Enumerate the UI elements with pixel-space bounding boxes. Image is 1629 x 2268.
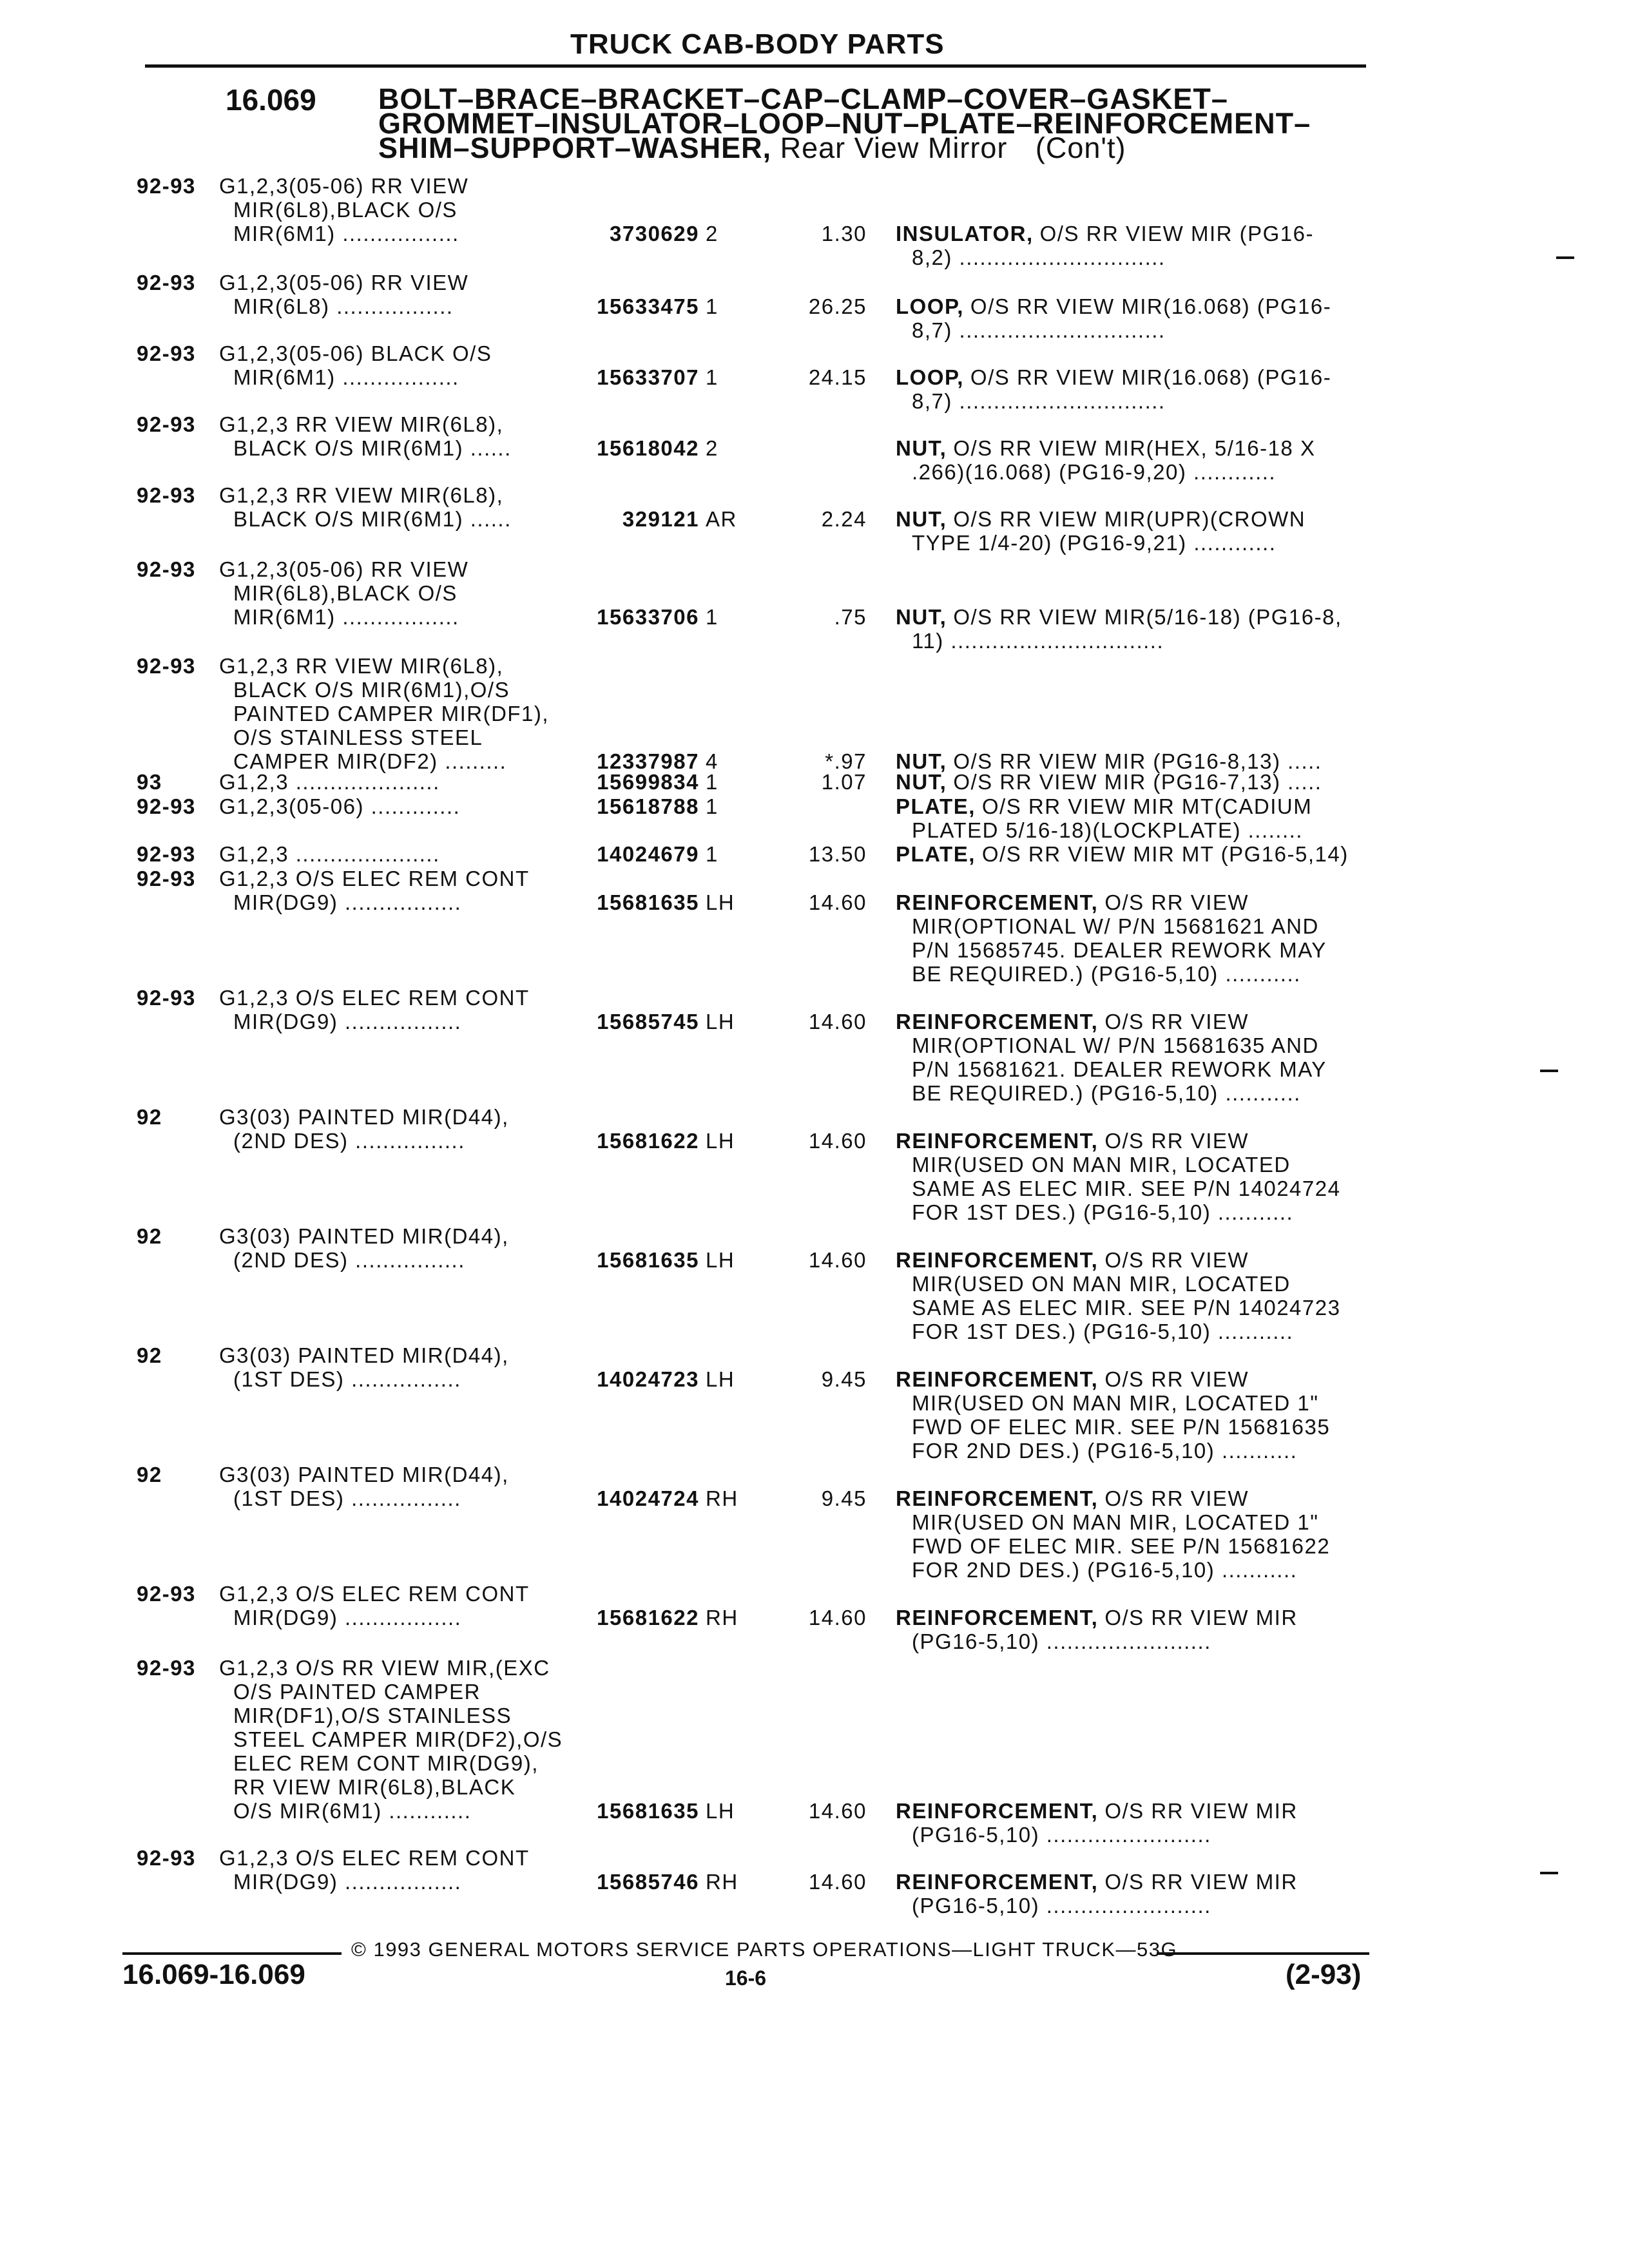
part-name-detail: O/S RR VIEW MIR (PG16-8,13) .....	[953, 749, 1322, 773]
header-rule	[145, 64, 1366, 68]
footer-page-number: 16-6	[725, 1966, 767, 1990]
model-years: 92-93	[137, 867, 196, 890]
part-name-line	[896, 842, 1349, 866]
part-name-line	[896, 507, 1306, 531]
model-years: 92	[137, 1463, 162, 1486]
part-name-line	[896, 294, 1331, 318]
quantity: 1	[706, 770, 718, 794]
part-name-line	[896, 222, 1314, 245]
part-name-line: SAME AS ELEC MIR. SEE P/N 14024723	[912, 1296, 1341, 1320]
part-name-detail: O/S RR VIEW MIR (PG16-	[1039, 222, 1314, 245]
price: 14.60	[808, 1129, 867, 1153]
part-number: 15685746	[597, 1870, 699, 1894]
part-name-detail: O/S RR VIEW MIR(16.068) (PG16-	[970, 365, 1332, 389]
quantity: RH	[706, 1870, 738, 1894]
usage-description-line: O/S STAINLESS STEEL	[233, 726, 483, 749]
usage-description-line: O/S MIR(6M1) ............	[233, 1799, 472, 1823]
part-name-detail: O/S RR VIEW MIR (PG16-7,13) .....	[953, 770, 1322, 794]
usage-description-line: G3(03) PAINTED MIR(D44),	[219, 1343, 509, 1367]
section-title-line-1: BOLT–BRACE–BRACKET–CAP–CLAMP–COVER–GASKET–	[378, 82, 1228, 115]
part-number: 15633475	[597, 294, 699, 318]
part-number: 3730629	[610, 222, 699, 245]
usage-description-line: STEEL CAMPER MIR(DF2),O/S	[233, 1727, 563, 1751]
usage-description-line: BLACK O/S MIR(6M1) ......	[233, 507, 512, 531]
part-name-line: 8,2) ..............................	[912, 245, 1166, 269]
usage-description-line: PAINTED CAMPER MIR(DF1),	[233, 702, 550, 726]
footer-rule-right	[1157, 1952, 1369, 1955]
part-name-line: TYPE 1/4-20) (PG16-9,21) ............	[912, 531, 1277, 555]
usage-description-line: O/S PAINTED CAMPER	[233, 1680, 481, 1704]
quantity: 2	[706, 222, 718, 245]
usage-description-line: MIR(DF1),O/S STAINLESS	[233, 1704, 512, 1727]
usage-description-line: G1,2,3 O/S RR VIEW MIR,(EXC	[219, 1656, 550, 1680]
price: 26.25	[808, 294, 867, 318]
part-name-line: (PG16-5,10) ........................	[912, 1823, 1211, 1847]
usage-description-line: (1ST DES) ................	[233, 1367, 461, 1391]
part-name-line	[896, 1367, 1249, 1391]
usage-description-line: BLACK O/S MIR(6M1) ......	[233, 436, 512, 460]
model-years: 92-93	[137, 341, 196, 365]
model-years: 92-93	[137, 794, 196, 818]
quantity: AR	[706, 507, 737, 531]
part-name-line: FOR 1ST DES.) (PG16-5,10) ...........	[912, 1200, 1294, 1224]
usage-description-line: G3(03) PAINTED MIR(D44),	[219, 1463, 509, 1486]
part-name-detail: O/S RR VIEW MIR	[1104, 1606, 1298, 1629]
part-number: 15681635	[597, 1799, 699, 1823]
model-years: 92	[137, 1224, 162, 1248]
section-title-cont: (Con't)	[1035, 131, 1126, 164]
part-name-line: (PG16-5,10) ........................	[912, 1894, 1211, 1917]
quantity: RH	[706, 1606, 738, 1629]
usage-description-line: RR VIEW MIR(6L8),BLACK	[233, 1775, 516, 1799]
part-number: 14024679	[597, 842, 699, 866]
part-name-detail: O/S RR VIEW MIR MT(CADIUM	[981, 794, 1313, 818]
quantity: RH	[706, 1486, 738, 1510]
part-number: 15681635	[597, 890, 699, 914]
footer-copyright: © 1993 GENERAL MOTORS SERVICE PARTS OPERATIONS—LIGHT TRUCK—53G	[351, 1938, 1178, 1961]
part-name-line: .266)(16.068) (PG16-9,20) ............	[912, 460, 1277, 484]
section-title-line-2: GROMMET–INSULATOR–LOOP–NUT–PLATE–REINFORCEMENT–	[378, 107, 1311, 140]
part-name-detail: O/S RR VIEW	[1104, 890, 1249, 914]
part-name-keyword: LOOP,	[896, 365, 964, 389]
part-name-line	[896, 1606, 1298, 1629]
part-number: 15685745	[597, 1010, 699, 1033]
quantity: 1	[706, 294, 718, 318]
part-name-keyword: NUT,	[896, 749, 947, 773]
quantity: 1	[706, 605, 718, 629]
usage-description-line: MIR(6L8),BLACK O/S	[233, 581, 458, 605]
price: 2.24	[821, 507, 867, 531]
quantity: 1	[706, 794, 718, 818]
part-name-line	[896, 794, 1312, 818]
part-name-line: P/N 15681621. DEALER REWORK MAY	[912, 1057, 1327, 1081]
part-name-line: 8,7) ..............................	[912, 389, 1166, 413]
usage-description-line: MIR(6M1) .................	[233, 222, 459, 245]
usage-description-line: G1,2,3 .....................	[219, 770, 440, 794]
part-name-keyword: NUT,	[896, 770, 947, 794]
usage-description-line: G1,2,3 .....................	[219, 842, 440, 866]
part-name-line: MIR(USED ON MAN MIR, LOCATED	[912, 1272, 1291, 1296]
part-name-line	[896, 1010, 1249, 1033]
part-name-keyword: REINFORCEMENT,	[896, 1486, 1099, 1510]
usage-description-line: ELEC REM CONT MIR(DG9),	[233, 1751, 539, 1775]
usage-description-line: MIR(DG9) .................	[233, 1010, 462, 1033]
model-years: 92-93	[137, 986, 196, 1010]
part-name-detail: O/S RR VIEW MIR MT (PG16-5,14)	[981, 842, 1349, 866]
model-years: 92-93	[137, 557, 196, 581]
price: 14.60	[808, 1010, 867, 1033]
usage-description-line: G1,2,3(05-06) RR VIEW	[219, 174, 469, 198]
model-years: 92-93	[137, 271, 196, 294]
section-title-tail: Rear View Mirror	[780, 131, 1008, 164]
part-name-keyword: PLATE,	[896, 842, 976, 866]
part-number: 15618788	[597, 794, 699, 818]
part-name-detail: O/S RR VIEW MIR(UPR)(CROWN	[953, 507, 1306, 531]
margin-tick	[1540, 1872, 1558, 1874]
model-years: 92-93	[137, 412, 196, 436]
usage-description-line: (1ST DES) ................	[233, 1486, 461, 1510]
part-name-line	[896, 890, 1249, 914]
usage-description-line: (2ND DES) ................	[233, 1129, 465, 1153]
model-years: 92-93	[137, 174, 196, 198]
usage-description-line: G1,2,3 RR VIEW MIR(6L8),	[219, 654, 504, 678]
part-name-keyword: REINFORCEMENT,	[896, 1248, 1099, 1272]
part-name-line	[896, 436, 1315, 460]
part-name-keyword: REINFORCEMENT,	[896, 1870, 1099, 1894]
price: *.97	[825, 749, 867, 773]
usage-description-line: MIR(DG9) .................	[233, 890, 462, 914]
usage-description-line: G1,2,3 O/S ELEC REM CONT	[219, 1582, 530, 1606]
part-number: 15681622	[597, 1606, 699, 1629]
part-name-line: FOR 1ST DES.) (PG16-5,10) ...........	[912, 1320, 1294, 1343]
model-years: 92	[137, 1343, 162, 1367]
footer-section-range: 16.069-16.069	[122, 1959, 305, 1990]
part-name-line: (PG16-5,10) ........................	[912, 1629, 1211, 1653]
quantity: 2	[706, 436, 718, 460]
quantity: LH	[706, 1010, 735, 1033]
part-name-detail: O/S RR VIEW MIR(5/16-18) (PG16-8,	[953, 605, 1342, 629]
part-number: 15681622	[597, 1129, 699, 1153]
part-name-line: PLATED 5/16-18)(LOCKPLATE) ........	[912, 818, 1303, 842]
model-years: 92-93	[137, 654, 196, 678]
usage-description-line: (2ND DES) ................	[233, 1248, 465, 1272]
model-years: 92-93	[137, 1582, 196, 1606]
quantity: 1	[706, 842, 718, 866]
part-name-keyword: REINFORCEMENT,	[896, 890, 1099, 914]
part-name-detail: O/S RR VIEW MIR(16.068) (PG16-	[970, 294, 1332, 318]
part-name-keyword: REINFORCEMENT,	[896, 1606, 1099, 1629]
margin-tick	[1556, 256, 1574, 259]
part-name-keyword: NUT,	[896, 507, 947, 531]
price: 14.60	[808, 1799, 867, 1823]
part-number: 15618042	[597, 436, 699, 460]
part-name-line: MIR(OPTIONAL W/ P/N 15681621 AND	[912, 914, 1319, 938]
part-name-line: FWD OF ELEC MIR. SEE P/N 15681622	[912, 1534, 1331, 1558]
price: 13.50	[808, 842, 867, 866]
part-number: 15633707	[597, 365, 699, 389]
usage-description-line: G1,2,3(05-06) .............	[219, 794, 461, 818]
model-years: 92-93	[137, 1846, 196, 1870]
part-name-keyword: NUT,	[896, 605, 947, 629]
part-name-keyword: INSULATOR,	[896, 222, 1034, 245]
part-name-detail: O/S RR VIEW MIR	[1104, 1870, 1298, 1894]
usage-description-line: G1,2,3 RR VIEW MIR(6L8),	[219, 412, 504, 436]
price: 1.07	[821, 770, 867, 794]
price: 14.60	[808, 890, 867, 914]
price: 14.60	[808, 1248, 867, 1272]
quantity: LH	[706, 1367, 735, 1391]
usage-description-line: G3(03) PAINTED MIR(D44),	[219, 1105, 509, 1129]
usage-description-line: MIR(6M1) .................	[233, 365, 459, 389]
part-name-detail: O/S RR VIEW	[1104, 1367, 1249, 1391]
usage-description-line: G1,2,3(05-06) BLACK O/S	[219, 341, 492, 365]
usage-description-line: MIR(6L8),BLACK O/S	[233, 198, 458, 222]
usage-description-line: MIR(DG9) .................	[233, 1606, 462, 1629]
usage-description-line: MIR(6L8) .................	[233, 294, 454, 318]
part-name-line: MIR(USED ON MAN MIR, LOCATED 1"	[912, 1510, 1319, 1534]
part-number: 14024724	[597, 1486, 699, 1510]
price: 14.60	[808, 1606, 867, 1629]
part-name-detail: O/S RR VIEW MIR	[1104, 1799, 1298, 1823]
part-name-keyword: NUT,	[896, 436, 947, 460]
price: 1.30	[821, 222, 867, 245]
section-number: 16.069	[226, 83, 316, 117]
part-name-line: FOR 2ND DES.) (PG16-5,10) ...........	[912, 1558, 1298, 1582]
usage-description-line: G1,2,3 O/S ELEC REM CONT	[219, 986, 530, 1010]
model-years: 92	[137, 1105, 162, 1129]
price: 9.45	[821, 1367, 867, 1391]
quantity: LH	[706, 1129, 735, 1153]
footer-revision-date: (2-93)	[1286, 1959, 1362, 1990]
part-name-line	[896, 1129, 1249, 1153]
part-name-line: FOR 2ND DES.) (PG16-5,10) ...........	[912, 1439, 1298, 1463]
part-name-keyword: REINFORCEMENT,	[896, 1129, 1099, 1153]
usage-description-line: G1,2,3 O/S ELEC REM CONT	[219, 867, 530, 890]
page-header-title: TRUCK CAB-BODY PARTS	[570, 28, 945, 60]
usage-description-line: MIR(6M1) .................	[233, 605, 459, 629]
usage-description-line: G1,2,3(05-06) RR VIEW	[219, 557, 469, 581]
usage-description-line: BLACK O/S MIR(6M1),O/S	[233, 678, 510, 702]
usage-description-line: G1,2,3 RR VIEW MIR(6L8),	[219, 483, 504, 507]
part-name-detail: O/S RR VIEW	[1104, 1129, 1249, 1153]
part-number: 15633706	[597, 605, 699, 629]
part-name-keyword: REINFORCEMENT,	[896, 1010, 1099, 1033]
quantity: 1	[706, 365, 718, 389]
margin-tick	[1540, 1070, 1558, 1072]
quantity: LH	[706, 890, 735, 914]
model-years: 92-93	[137, 483, 196, 507]
part-name-line	[896, 605, 1342, 629]
quantity: LH	[706, 1248, 735, 1272]
part-number: 12337987	[597, 749, 699, 773]
model-years: 93	[137, 770, 162, 794]
part-number: 329121	[622, 507, 699, 531]
model-years: 92-93	[137, 1656, 196, 1680]
part-name-detail: O/S RR VIEW MIR(HEX, 5/16-18 X	[953, 436, 1316, 460]
part-name-line: MIR(USED ON MAN MIR, LOCATED 1"	[912, 1391, 1319, 1415]
footer-rule-left	[122, 1952, 342, 1955]
usage-description-line: MIR(DG9) .................	[233, 1870, 462, 1894]
part-name-line	[896, 1799, 1298, 1823]
usage-description-line: G1,2,3 O/S ELEC REM CONT	[219, 1846, 530, 1870]
part-name-line: P/N 15685745. DEALER REWORK MAY	[912, 938, 1327, 962]
part-name-keyword: LOOP,	[896, 294, 964, 318]
part-name-detail: O/S RR VIEW	[1104, 1486, 1249, 1510]
part-name-line: 8,7) ..............................	[912, 318, 1166, 342]
part-name-line	[896, 1248, 1249, 1272]
part-name-line: MIR(USED ON MAN MIR, LOCATED	[912, 1153, 1291, 1177]
part-name-line: BE REQUIRED.) (PG16-5,10) ...........	[912, 1081, 1301, 1105]
price: 9.45	[821, 1486, 867, 1510]
part-number: 15699834	[597, 770, 699, 794]
part-name-line: MIR(OPTIONAL W/ P/N 15681635 AND	[912, 1033, 1319, 1057]
part-name-line: 11) ...............................	[912, 629, 1164, 653]
part-name-detail: O/S RR VIEW	[1104, 1248, 1249, 1272]
usage-description-line: G1,2,3(05-06) RR VIEW	[219, 271, 469, 294]
part-name-keyword: REINFORCEMENT,	[896, 1799, 1099, 1823]
usage-description-line: G3(03) PAINTED MIR(D44),	[219, 1224, 509, 1248]
quantity: LH	[706, 1799, 735, 1823]
part-name-line: SAME AS ELEC MIR. SEE P/N 14024724	[912, 1177, 1341, 1200]
part-name-line	[896, 770, 1322, 794]
price: 24.15	[808, 365, 867, 389]
model-years: 92-93	[137, 842, 196, 866]
section-title-line-3	[378, 131, 1126, 165]
part-name-line: BE REQUIRED.) (PG16-5,10) ...........	[912, 962, 1301, 986]
usage-description-line: CAMPER MIR(DF2) .........	[233, 749, 507, 773]
part-number: 15681635	[597, 1248, 699, 1272]
part-name-keyword: PLATE,	[896, 794, 976, 818]
part-name-detail: O/S RR VIEW	[1104, 1010, 1249, 1033]
section-title-line-3-text: SHIM–SUPPORT–WASHER,	[378, 131, 772, 164]
part-name-line: FWD OF ELEC MIR. SEE P/N 15681635	[912, 1415, 1331, 1439]
part-name-line	[896, 1486, 1249, 1510]
part-name-line	[896, 365, 1331, 389]
part-number: 14024723	[597, 1367, 699, 1391]
price: .75	[834, 605, 867, 629]
part-name-line	[896, 1870, 1298, 1894]
price: 14.60	[808, 1870, 867, 1894]
quantity: 4	[706, 749, 718, 773]
part-name-keyword: REINFORCEMENT,	[896, 1367, 1099, 1391]
